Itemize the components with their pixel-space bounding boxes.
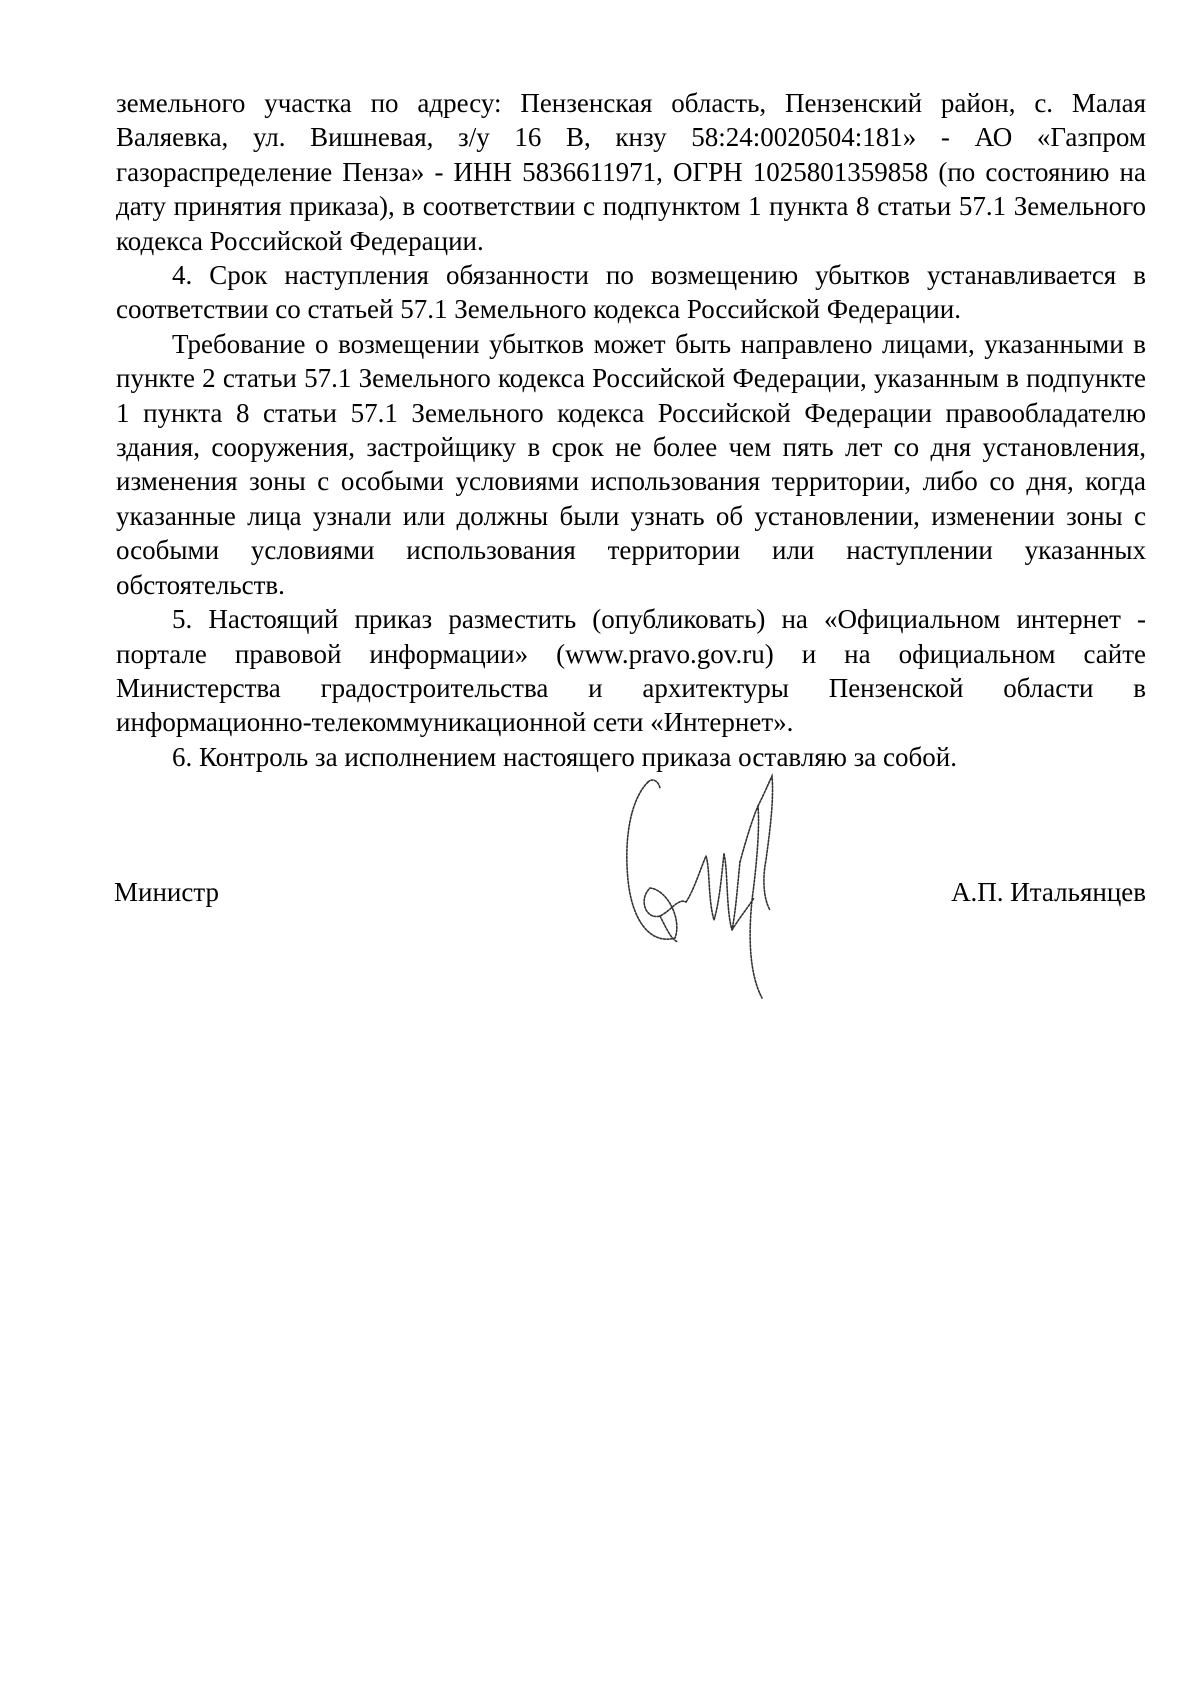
paragraph-continuation: земельного участка по адресу: Пензенская область, Пензенский район, с. Малая Валяевка, ул. Вишневая, з/у 16 В, кнзу 58:24:0020504:181» - АО «Газпром газораспределение Пенза» - ИНН 5836611971, ОГРН 1025801359858 (по состоянию на дату принятия приказа), в соответствии с подпунктом 1 пункта 8 статьи 57.1 Земельного кодекса Российской Федерации. <box>116 88 1146 256</box>
document-body <box>116 86 1146 774</box>
signatory-name: А.П. Итальянцев <box>951 877 1146 907</box>
paragraph-item-6: 6. Контроль за исполнением настоящего приказа оставляю за собой. <box>172 741 957 772</box>
signatory-role: Министр <box>114 877 219 907</box>
paragraph-damages-claim: Требование о возмещении убытков может быть направлено лицами, указанными в пункте 2 статьи 57.1 Земельного кодекса Российской Федерации, указанным в подпункте 1 пункта 8 статьи 57.1 Земельного кодекса Российской Федерации правообладателю здания, сооружения, застройщику в срок не более чем пять лет со дня установления, изменения зоны с особыми условиями использования территории, либо со дня, когда указанные лица узнали или должны были узнать об установлении, изменении зоны с особыми условиями использования территории или наступлении указанных обстоятельств. <box>116 328 1146 600</box>
handwritten-signature <box>620 770 795 1005</box>
paragraph-item-5: 5. Настоящий приказ разместить (опубликовать) на «Официальном интернет - портале правовой информации» (www.pravo.gov.ru) и на официальном сайте Министерства градостроительства и архитектуры Пензенской области в информационно-телекоммуникационной сети «Интернет». <box>116 604 1146 738</box>
paragraph-item-4: 4. Срок наступления обязанности по возмещению убытков устанавливается в соответствии со статьей 57.1 Земельного кодекса Российской Федерации. <box>116 260 1146 325</box>
